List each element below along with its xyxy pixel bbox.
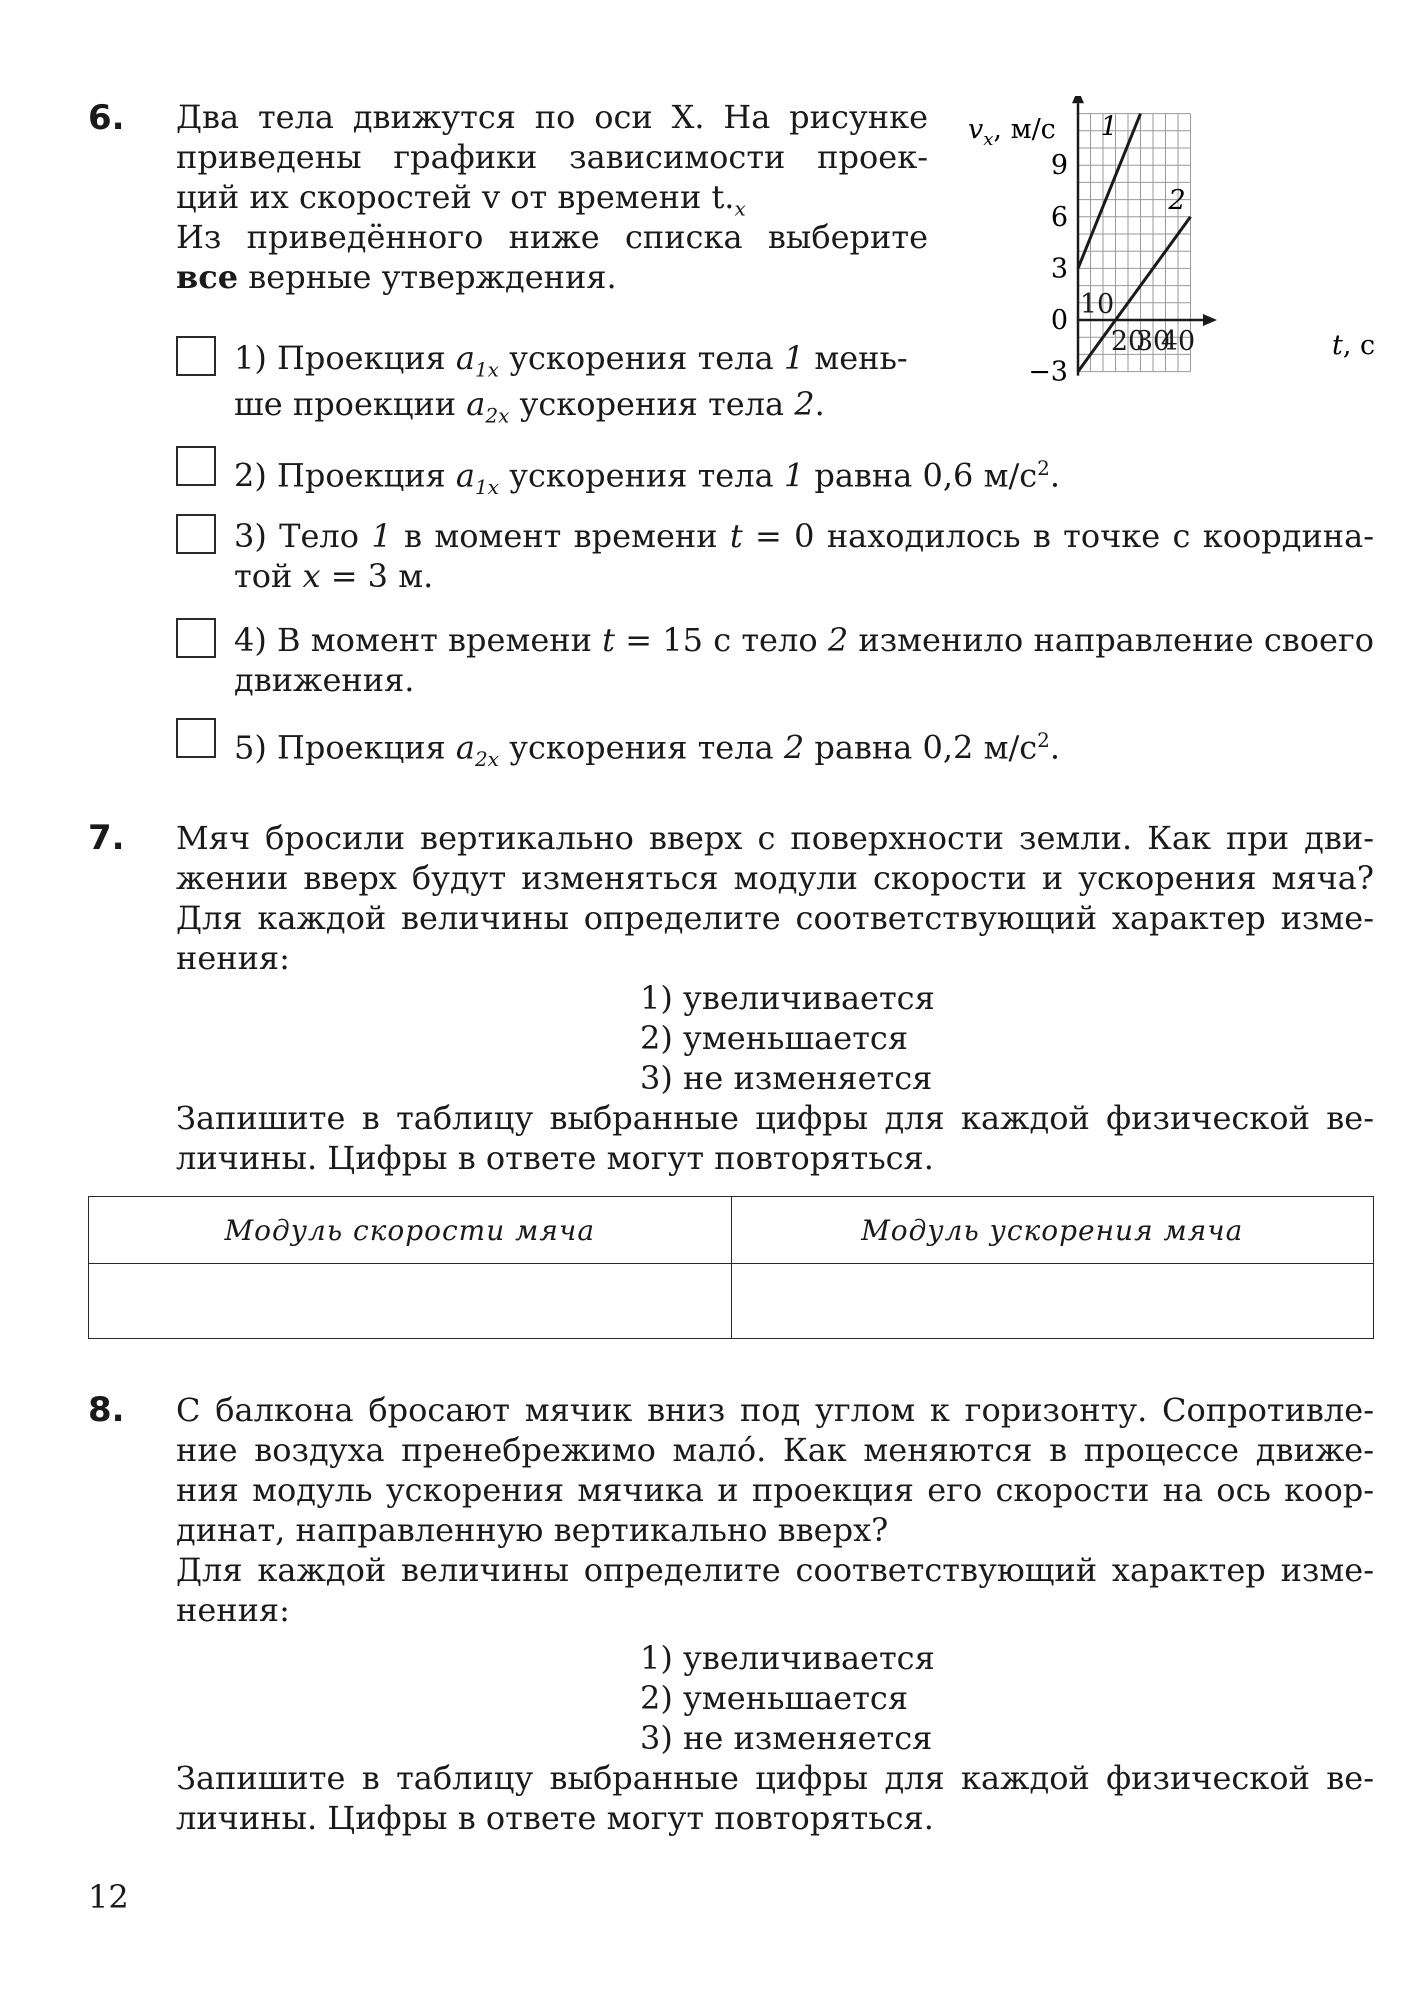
option-5-text-c: равна 0,2 м/с: [804, 728, 1038, 767]
x-axis-arrow: [1203, 314, 1217, 326]
y-axis-unit: , м/с: [993, 114, 1056, 145]
option-4-number: 4): [234, 621, 267, 659]
option-2-superscript: 2: [1037, 456, 1050, 480]
option-4-body: 2: [827, 621, 849, 659]
option-5-superscript: 2: [1037, 728, 1050, 752]
option-3-line-1: [234, 516, 1374, 556]
q6-line-2: приведены графики зависимости проек-: [176, 138, 928, 176]
x-axis-label: [1332, 330, 1375, 361]
option-4-text-c: изменило направление своего: [848, 621, 1375, 659]
question-8-number: 8.: [88, 1390, 125, 1430]
option-4-text-a: В момент времени: [266, 621, 603, 659]
q7-line-1: Мяч бросили вертикально вверх с поверхности земли. Как при дви-: [176, 819, 1374, 857]
q6-line-3-text: ций их скоростей v от времени t.: [176, 178, 735, 216]
x-tick-label: 10: [1079, 289, 1115, 320]
table-header-speed: Модуль скорости мяча: [89, 1197, 732, 1264]
y-axis-subscript: x: [983, 129, 994, 150]
q8-line-1: С балкона бросают мячик вниз под углом к горизонту. Сопротивле-: [176, 1391, 1374, 1429]
page-number: 12: [88, 1878, 129, 1916]
x-axis-symbol: t: [1332, 330, 1343, 361]
x-tick-label: 40: [1160, 326, 1196, 357]
option-1-line-1: [234, 338, 934, 389]
option-2-number: 2): [234, 456, 267, 495]
question-6-number: 6.: [88, 98, 125, 138]
option-1-subscript: 1x: [474, 357, 499, 382]
option-1-line2-subscript: 2x: [485, 403, 510, 428]
option-2-symbol: a: [455, 456, 475, 495]
option-3-line2-a: той: [234, 557, 303, 595]
y-tick-label: 9: [1050, 150, 1068, 182]
q7-line-4: нения:: [176, 939, 290, 977]
option-3-t: t: [729, 517, 743, 555]
option-2-line: [234, 448, 1334, 507]
y-tick-label: −3: [1028, 356, 1068, 388]
option-2-subscript: 1x: [474, 475, 499, 500]
q8-line-5: Для каждой величины определите соответствующий характер изме-: [176, 1551, 1374, 1589]
option-2-text-d: .: [1049, 456, 1061, 495]
option-2-text-c: равна 0,6 м/с: [804, 456, 1038, 495]
q7-choice-2: 2) уменьшается: [640, 1019, 908, 1057]
option-1-line2-body: 2: [794, 385, 815, 423]
q6-line-5-rest: верные утверждения.: [238, 258, 617, 296]
option-5-checkbox[interactable]: [176, 718, 216, 758]
option-2-text-b: ускорения тела: [498, 456, 784, 495]
option-3-text-c: = 0 находилось в точке с координа-: [742, 517, 1375, 555]
option-1-line-2: [234, 384, 934, 435]
q6-line-1-text: Два тела движутся по оси X. На рисунке: [176, 98, 928, 136]
q8-choice-1: 1) увеличивается: [640, 1639, 935, 1677]
y-axis-label: [968, 114, 1056, 150]
option-5-text-a: Проекция: [266, 728, 456, 767]
option-3-text-b: в момент времени: [391, 517, 730, 555]
q7-choice-3: 3) не изменяется: [640, 1059, 933, 1097]
x-tick-label: 30: [1135, 326, 1171, 357]
option-3-line2-b: = 3 м.: [320, 557, 434, 595]
velocity-time-graph: [960, 96, 1380, 396]
answer-cell-speed[interactable]: [89, 1264, 732, 1339]
y-tick-label: 6: [1050, 201, 1068, 233]
option-3-text-a: Тело: [266, 517, 372, 555]
answer-cell-acceleration[interactable]: [731, 1264, 1374, 1339]
q8-line-2: ние воздуха пренебрежимо мало́. Как меняются в процессе движе-: [176, 1431, 1374, 1469]
y-tick-label: 3: [1050, 253, 1068, 285]
x-axis-unit: , с: [1342, 330, 1376, 361]
option-4-line-2: движения.: [234, 661, 415, 699]
y-tick-label: 0: [1050, 305, 1068, 336]
q6-line-1: [176, 97, 928, 137]
series-label-2: 2: [1168, 184, 1186, 216]
option-1-text-a: Проекция: [266, 339, 456, 377]
q8-line-4: динат, направленную вертикально вверх?: [176, 1511, 889, 1549]
option-2-body: 1: [783, 456, 805, 495]
q7-choice-1: 1) увеличивается: [640, 979, 935, 1017]
option-5-text-b: ускорения тела: [498, 728, 784, 767]
q8-choice-3: 3) не изменяется: [640, 1719, 933, 1757]
y-axis-arrow: [1072, 96, 1084, 103]
table-header-acceleration: Модуль ускорения мяча: [731, 1197, 1374, 1264]
q7-after-line-2: личины. Цифры в ответе могут повторяться.: [176, 1139, 934, 1177]
q8-after-line-2: личины. Цифры в ответе могут повторяться.: [176, 1799, 934, 1837]
option-1-body: 1: [783, 339, 805, 377]
option-5-line: [234, 720, 1334, 779]
option-4-t: t: [602, 621, 616, 659]
option-5-symbol: a: [455, 728, 475, 767]
q7-line-2: жении вверх будут изменяться модули скорости и ускорения мяча?: [176, 859, 1374, 897]
option-3-line2-x: x: [302, 557, 321, 595]
option-1-number: 1): [234, 339, 267, 377]
option-3-checkbox[interactable]: [176, 514, 216, 554]
option-4-line-1: [234, 620, 1374, 660]
q7-line-3: Для каждой величины определите соответствующий характер изме-: [176, 899, 1374, 937]
option-5-body: 2: [783, 728, 805, 767]
series-label-1: 1: [1100, 111, 1118, 143]
x-tick-label: 20: [1110, 326, 1146, 357]
q8-after-line-1: Запишите в таблицу выбранные цифры для каждой физической ве-: [176, 1759, 1374, 1797]
q7-answer-table: [88, 1196, 1374, 1339]
option-1-line2-symbol: a: [466, 385, 486, 423]
option-4-checkbox[interactable]: [176, 618, 216, 658]
option-1-line2-b: ускорения тела: [509, 385, 795, 423]
option-5-number: 5): [234, 728, 267, 767]
option-1-line2-a: ше проекции: [234, 385, 467, 423]
option-1-symbol: a: [455, 339, 475, 377]
q6-bold-all: все: [176, 258, 239, 296]
option-1-line2-c: .: [814, 385, 825, 423]
q6-line-4: Из приведённого ниже списка выберите: [176, 218, 928, 256]
option-3-line-2: [234, 556, 934, 596]
q8-line-6: нения:: [176, 1591, 290, 1629]
option-5-text-d: .: [1049, 728, 1061, 767]
q6-vx-subscript: x: [734, 196, 746, 221]
option-4-text-b: = 15 с тело: [615, 621, 828, 659]
option-1-checkbox[interactable]: [176, 336, 216, 376]
option-2-text-a: Проекция: [266, 456, 456, 495]
q8-choice-2: 2) уменьшается: [640, 1679, 908, 1717]
q6-line-5: [176, 257, 928, 297]
question-7-number: 7.: [88, 818, 125, 858]
option-3-body: 1: [371, 517, 392, 555]
option-1-text-c: мень-: [804, 339, 908, 377]
option-2-checkbox[interactable]: [176, 446, 216, 486]
y-axis-symbol: v: [968, 114, 984, 145]
q8-line-3: ния модуль ускорения мячика и проекция его скорости на ось коор-: [176, 1471, 1374, 1509]
option-1-text-b: ускорения тела: [498, 339, 784, 377]
q7-after-line-1: Запишите в таблицу выбранные цифры для каждой физической ве-: [176, 1099, 1374, 1137]
option-3-number: 3): [234, 517, 267, 555]
option-5-subscript: 2x: [474, 747, 499, 772]
